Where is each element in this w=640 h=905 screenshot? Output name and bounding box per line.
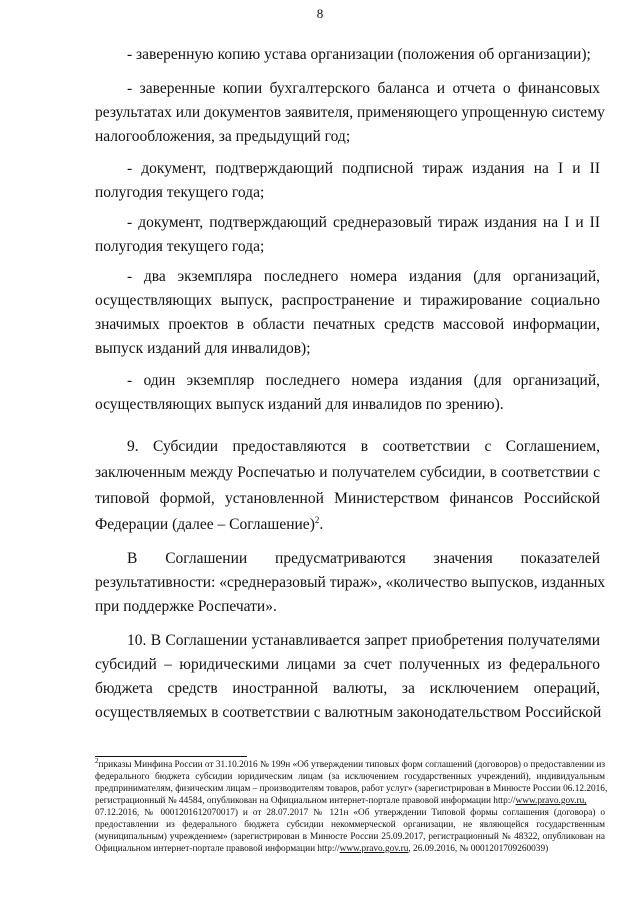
text-line: выпуск изданий для инвалидов);	[95, 340, 311, 357]
text-line: осуществляющих выпуск, распространение и тиражирование социально	[95, 292, 600, 309]
footnote-link[interactable]: www.pravo.gov.ru	[339, 844, 409, 854]
text-line: результатах или документов заявителя, применяющего упрощенную систему	[95, 104, 605, 121]
footnote-line: предоставлении из федерального бюджета субсидии некоммерческой организации, не являющейся государственным	[95, 820, 605, 830]
text-line: значимых проектов в области печатных средств массовой информации,	[95, 316, 600, 333]
text-line: - заверенную копию устава организации (положения об организации);	[127, 46, 591, 63]
footnote-line: Официальном интернет-портале правовой информации http://www.pravo.gov.ru, 26.09.2016, № 0001201709260039)	[95, 844, 549, 854]
footnote-line: регистрационный № 44584, опубликован на Официальном интернет-портале правовой информации http://www.pravo.gov.ru,	[95, 796, 587, 806]
text-line: типовой формой, установленной Министерством финансов Российской	[95, 490, 600, 507]
text-line: результативности: «среднеразовый тираж», «количество выпусков, изданных	[95, 574, 606, 591]
text-line: 9. Субсидии предоставляются в соответствии с Соглашением,	[127, 438, 600, 455]
text-line: осуществляемых в соответствии с валютным законодательством Российской	[95, 704, 602, 721]
text-line: налогообложения, за предыдущий год;	[95, 128, 351, 145]
text-line: - два экземпляра последнего номера издания (для организаций,	[127, 268, 600, 285]
text-line: при поддержке Роспечати».	[95, 598, 277, 615]
text-line: субсидий – юридическими лицами за счет полученных из федерального	[95, 656, 600, 673]
text-line-content: Федерации (далее – Соглашение)	[95, 516, 315, 533]
page-number: 8	[316, 6, 324, 21]
footnote-line: (муниципальным) учреждением» (зарегистрирован в Минюсте России 25.09.2017, регистрационный № 48322, опубликован на	[95, 832, 605, 842]
footnote-number: 2	[95, 756, 99, 765]
text-line: 10. В Соглашении устанавливается запрет приобретения получателями	[127, 632, 600, 649]
text-line: заключенным между Роспечатью и получателем субсидии, в соответствии с	[95, 464, 600, 481]
text-line: - документ, подтверждающий подписной тираж издания на I и II	[127, 160, 600, 177]
text-line: осуществляющих выпуск изданий для инвалидов по зрению).	[95, 396, 504, 413]
text-line: Федерации (далее – Соглашение)$^2$.	[95, 514, 324, 533]
footnote-separator	[95, 756, 247, 757]
text-line: полугодия текущего года;	[95, 238, 265, 255]
footnote-line: федерального бюджета субсидии юридическим лицам (за исключением государственных учреждений), индивидуальным	[95, 772, 605, 782]
footnote-line: $^2$приказы Минфина России от 31.10.2016 № 199н «Об утверждении типовых форм соглашений (договоров) о предоставлении из	[95, 756, 605, 770]
footnote-line: 07.12.2016, № 0001201612070017) и от 28.07.2017 № 121н «Об утверждении Типовой формы соглашения (договора) о	[95, 808, 605, 818]
footnote-link[interactable]: www.pravo.gov.ru,	[515, 796, 587, 806]
footnote-line: предпринимателям, физическим лицам – производителям товаров, работ услуг» (зарегистрирован в Минюсте России 06.12.2016,	[95, 784, 608, 794]
text-line: бюджета средств иностранной валюты, за исключением операций,	[95, 680, 600, 697]
text-line: - документ, подтверждающий среднеразовый тираж издания на I и II	[127, 214, 600, 231]
text-line: В Соглашении предусматриваются значения показателей	[127, 550, 600, 567]
text-line: полугодия текущего года;	[95, 184, 265, 201]
footnote-reference[interactable]: 2	[314, 514, 320, 525]
text-line: - заверенные копии бухгалтерского баланса и отчета о финансовых	[127, 80, 600, 97]
text-line: - один экземпляр последнего номера издания (для организаций,	[127, 372, 600, 389]
